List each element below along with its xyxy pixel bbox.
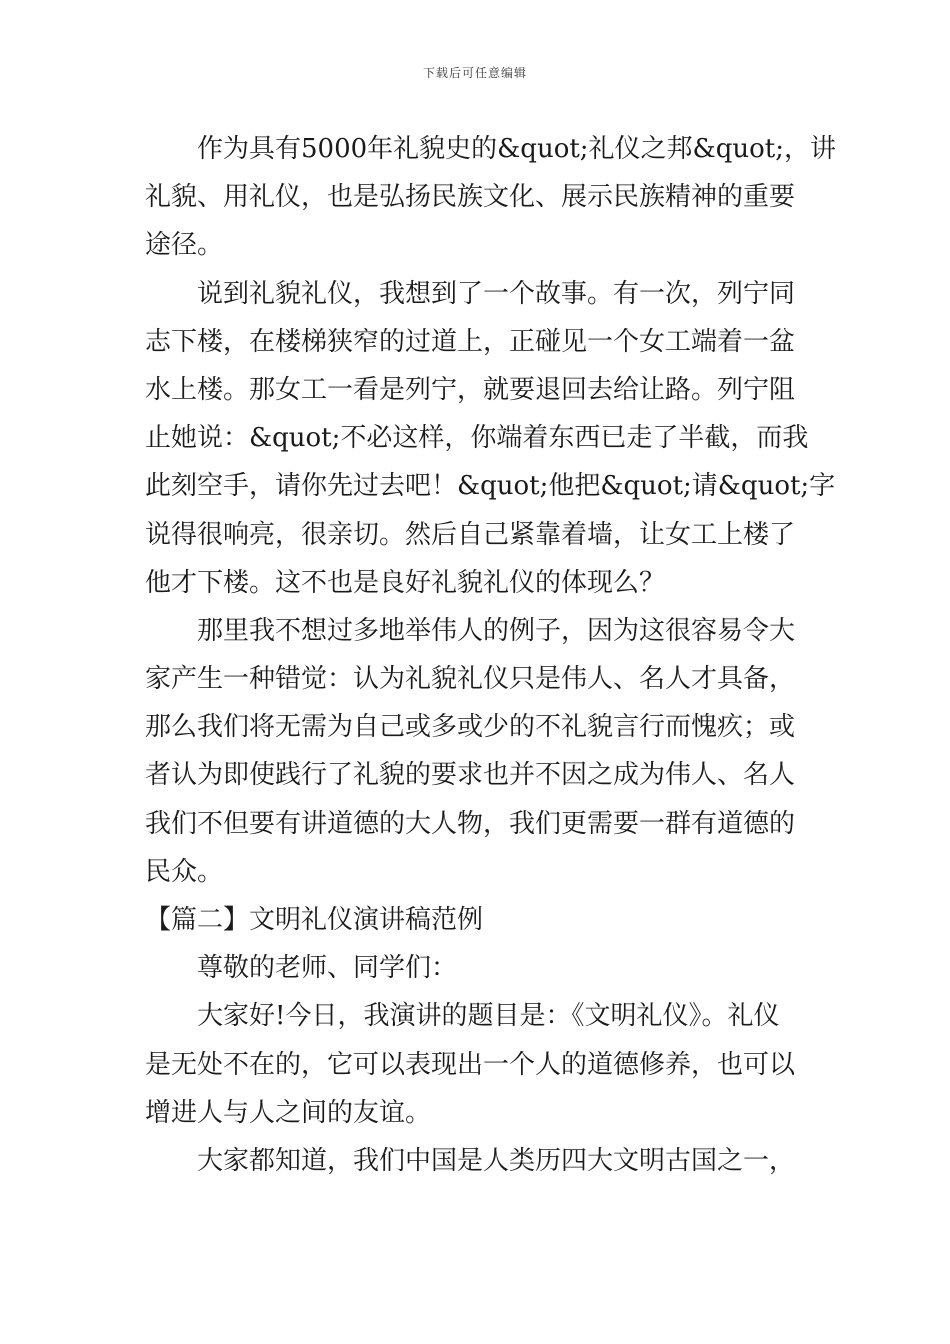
salutation-line: 尊敬的老师、同学们： [197,953,458,984]
paragraph-line: 说到礼貌礼仪，我想到了一个故事。有一次，列宁同 [197,278,796,309]
paragraph-line: 我们不但要有讲道德的大人物，我们更需要一群有道德的 [145,808,796,839]
header-note: 下载后可任意编辑 [422,66,527,80]
paragraph-line: 增进人与人之间的友谊。 [145,1097,432,1128]
paragraph-line: 民众。 [145,856,224,887]
paragraph-line: 大家好!今日，我演讲的题目是：《文明礼仪》。礼仪 [197,1001,780,1032]
paragraph-line: 水上楼。那女工一看是列宁，就要退回去给让路。列宁阻 [145,374,796,405]
paragraph-line: 他才下楼。这不也是良好礼貌礼仪的体现么？ [145,567,666,598]
paragraph-line: 志下楼，在楼梯狭窄的过道上，正碰见一个女工端着一盆 [145,326,796,357]
paragraph-line: 家产生一种错觉：认为礼貌礼仪只是伟人、名人才具备， [145,664,796,695]
paragraph-line: 者认为即使践行了礼貌的要求也并不因之成为伟人、名人 [145,760,796,791]
document-body [145,125,836,1185]
section-heading: 【篇二】文明礼仪演讲稿范例 [145,905,484,935]
paragraph-line: 礼貌、用礼仪，也是弘扬民族文化、展示民族精神的重要 [145,182,796,213]
paragraph-line: 那么我们将无需为自己或多或少的不礼貌言行而愧疚；或 [145,712,796,743]
paragraph-line: 此刻空手，请你先过去吧！&quot;他把&quot;请&quot;字 [145,471,836,502]
paragraph-line: 作为具有5000年礼貌史的&quot;礼仪之邦&quot;，讲 [197,134,836,164]
paragraph-line: 说得很响亮，很亲切。然后自己紧靠着墙，让女工上楼了 [145,519,796,550]
paragraph-line: 大家都知道，我们中国是人类历四大文明古国之一， [197,1145,796,1176]
paragraph-line: 途径。 [145,230,224,261]
paragraph-line: 那里我不想过多地举伟人的例子，因为这很容易令大 [197,615,796,646]
paragraph-line: 止她说：&quot;不必这样，你端着东西已走了半截，而我 [145,423,809,454]
paragraph-line: 是无处不在的，它可以表现出一个人的道德修养，也可以 [145,1049,796,1080]
